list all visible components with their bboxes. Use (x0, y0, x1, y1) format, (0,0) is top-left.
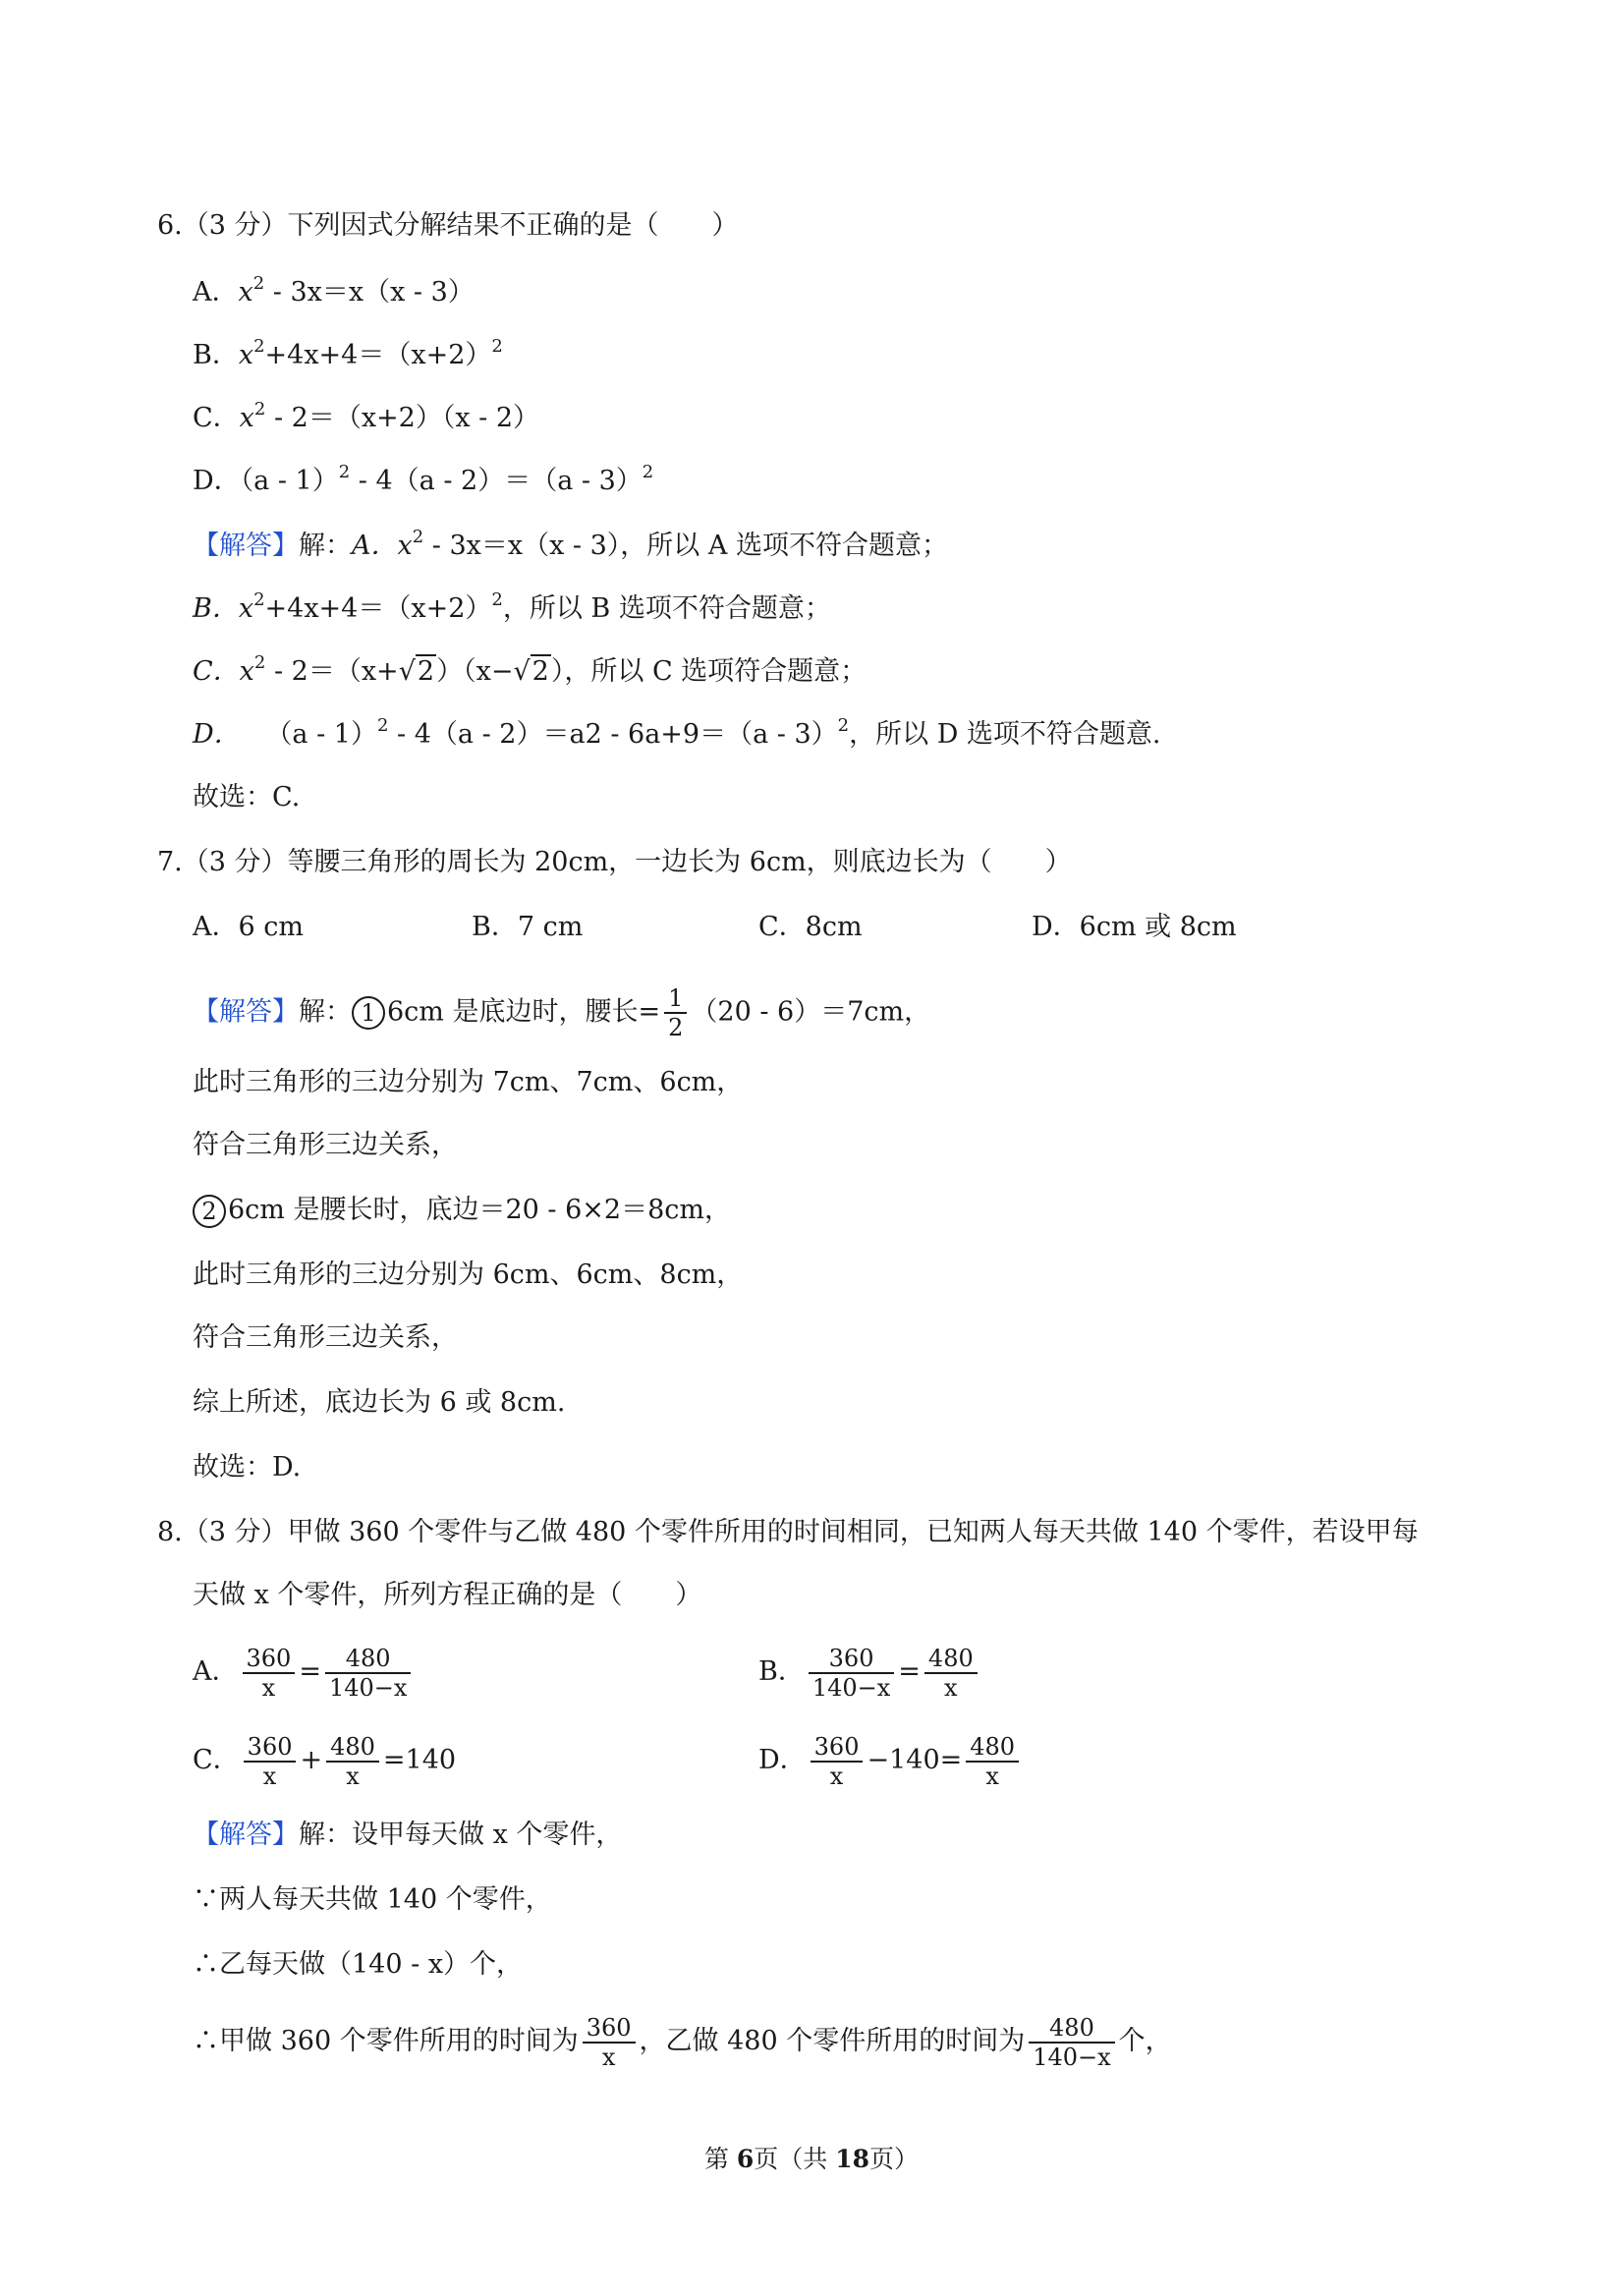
fraction: $\frac{360}{x}$ (244, 1733, 297, 1790)
answer-tag: 【解答】 (193, 996, 299, 1028)
circled-number-2: 2 (193, 1195, 226, 1228)
q7-answer-choice: 故选：D. (193, 1452, 302, 1483)
q8-option-d: D． $\frac{360}{x}$ −140= $\frac{480}{x}$ (758, 1723, 1023, 1798)
q7-option-b: B．7 cm (472, 912, 584, 942)
fraction: $\frac{480}{140-x}$ (1029, 2014, 1114, 2071)
page-footer: 第 6页（共 18页） (703, 2145, 920, 2173)
fraction: $\frac{360}{140-x}$ (809, 1645, 894, 1702)
q7-answer-7: 综上所述，底边长为 6 或 8cm. (193, 1387, 566, 1418)
q8-option-a: A． $\frac{360}{x}$ = $\frac{480}{140-x}$ (193, 1635, 415, 1709)
q8-option-c: C． $\frac{360}{x}$ + $\frac{480}{x}$ =140 (193, 1732, 457, 1790)
fraction: $\frac{480}{140-x}$ (325, 1645, 411, 1702)
q7-answer-6: 符合三角形三边关系， (193, 1322, 458, 1353)
q8-answer-4: ∴甲做 360 个零件所用的时间为 $\frac{360}{x}$ ，乙做 480 个零件所用的时间为 $\frac{480}{140-x}$ 个， (193, 2013, 1172, 2071)
q7-answer-1: 【解答】解： 1 6cm 是底边时，腰长= $\frac{1}{2}$ （20 - 6）＝7cm， (193, 984, 931, 1041)
q7-option-a: A．6 cm (193, 912, 304, 942)
q6-answer-b: B．$x^2+4x+4=(x+2)^2$，所以 B 选项不符合题意； (193, 589, 831, 624)
q6-answer-a: 【解答】解：A．$x^2 - 3x=x(x - 3)$，所以 A 选项不符合题意； (193, 527, 948, 561)
q7-stem: 7.（3 分）等腰三角形的周长为 20cm，一边长为 6cm，则底边长为（ ） (157, 847, 1072, 877)
fraction: $\frac{480}{x}$ (326, 1733, 379, 1790)
fraction: $\frac{360}{x}$ (243, 1645, 296, 1702)
q8-stem-2: 天做 x 个零件，所列方程正确的是（ ） (193, 1580, 702, 1610)
page-number: 6 (736, 2145, 755, 2173)
q8-answer-3: ∴乙每天做（140 - x）个， (193, 1949, 524, 1980)
q6-option-b: B．$x^2+4x+4=(x+2)^2$ (193, 336, 503, 370)
q6-option-c: C．$x^2 - 2=(x+2)(x - 2)$ (193, 399, 540, 433)
q8-option-b: B． $\frac{360}{140-x}$ = $\frac{480}{x}$ (758, 1635, 981, 1709)
fraction: $\frac{1}{2}$ (664, 984, 687, 1041)
q6-option-d: D．（a - 1）$^2$ - 4（a - 2）＝（a - 3）$^2$ (193, 462, 654, 496)
q6-answer-choice: 故选：C. (193, 782, 301, 812)
q7-answer-2: 此时三角形的三边分别为 7cm、7cm、6cm， (193, 1067, 744, 1097)
fraction: $\frac{480}{x}$ (924, 1645, 978, 1702)
circled-number-1: 1 (352, 996, 385, 1030)
answer-tag: 【解答】 (193, 1820, 299, 1850)
fraction: $\frac{360}{x}$ (583, 2014, 636, 2071)
q6-stem: 6.（3 分）下列因式分解结果不正确的是（ ） (157, 210, 739, 241)
q7-option-d: D．6cm 或 8cm (1032, 912, 1237, 942)
q6-option-a: A．$x^2 - 3x=x(x - 3)$ (193, 273, 475, 308)
sqrt-symbol: √2 (398, 656, 435, 687)
fraction: $\frac{360}{x}$ (811, 1733, 864, 1790)
q8-answer-1: 【解答】解：设甲每天做 x 个零件， (193, 1820, 623, 1850)
q7-option-c: C．8cm (758, 912, 863, 942)
q7-answer-5: 此时三角形的三边分别为 6cm、6cm、8cm， (193, 1260, 744, 1290)
sqrt-symbol: √2 (513, 656, 549, 687)
page-total: 18 (835, 2145, 870, 2173)
fraction: $\frac{480}{x}$ (966, 1733, 1019, 1790)
q8-stem-1: 8.（3 分）甲做 360 个零件与乙做 480 个零件所用的时间相同，已知两人每天共做 140 个零件，若设甲每 (157, 1517, 1419, 1547)
answer-tag: 【解答】 (193, 531, 299, 561)
q7-answer-3: 符合三角形三边关系， (193, 1130, 458, 1160)
q6-answer-d: D． （a - 1）$^2$ - 4（a - 2）＝a2 - 6a+9＝（a - 3）$^2$，所以 D 选项不符合题意. (193, 715, 1161, 750)
q6-answer-c: C．$x^2 - 2=(x+√2)(x-√2)$，所以 C 选项符合题意； (193, 652, 867, 692)
q8-answer-2: ∵两人每天共做 140 个零件， (193, 1884, 552, 1915)
q7-answer-4: 2 6cm 是腰长时，底边＝20 - 6×2＝8cm， (193, 1191, 731, 1230)
